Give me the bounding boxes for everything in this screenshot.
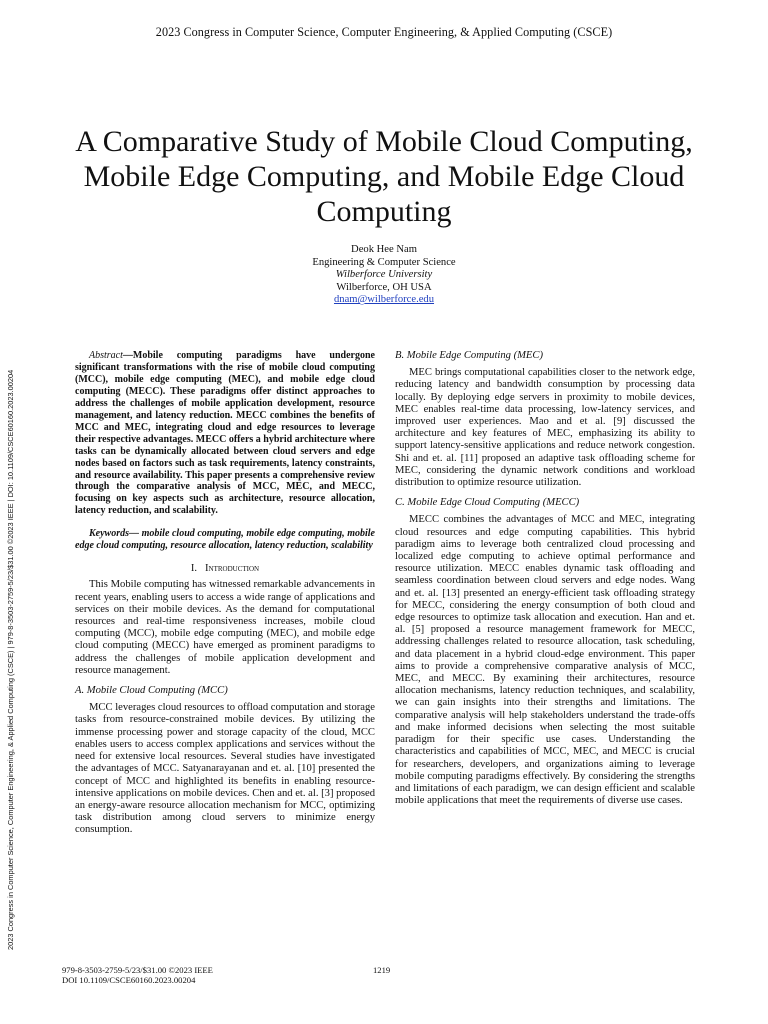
right-column [395, 350, 695, 807]
conference-header: 2023 Congress in Computer Science, Computer Engineering, & Applied Computing (CSCE) [155, 25, 613, 39]
keywords-lead: Keywords— [89, 528, 139, 540]
footer-isbn: 979-8-3503-2759-5/23/$31.00 ©2023 IEEE [62, 965, 213, 975]
left-column [75, 350, 375, 837]
subsection-heading-mcc: A. Mobile Cloud Computing (MCC) [75, 685, 228, 697]
subsection-heading-mecc: C. Mobile Edge Cloud Computing (MECC) [395, 497, 580, 509]
section-title: Introduction [205, 563, 260, 575]
keywords-text: mobile cloud computing, mobile edge computing, mobile edge cloud computing, resource allocation, latency reduction, scalability [75, 528, 375, 552]
paper-title: A Comparative Study of Mobile Cloud Computing, Mobile Edge Computing, and Mobile Edge Cloud Computing [75, 125, 693, 228]
author-email-link[interactable]: dnam@wilberforce.edu [333, 294, 435, 306]
footer-doi: DOI 10.1109/CSCE60160.2023.00204 [62, 975, 196, 985]
side-doi-strip: 2023 Congress in Computer Science, Computer Engineering, & Applied Computing (CSCE) | 979-8-3503-2759-5/23/$31.00 ©2023 IEEE | DOI: 10.1109/CSCE60160.2023.00204 [6, 369, 15, 950]
author-name: Deok Hee Nam [351, 244, 417, 255]
page-number: 1219 [373, 965, 391, 975]
author-university: Wilberforce University [335, 269, 433, 281]
author-department: Engineering & Computer Science [312, 256, 456, 268]
introduction-paragraph: This Mobile computing has witnessed remarkable advancements in recent years, enabling users to access a wide range of applications and services on their mobile devices. As the demand for computational resources and real-time responsiveness increases, mobile cloud computing (MCC), mobile edge computing (MEC), and mobile edge cloud computing (MECC) have emerged as prominent paradigms to address the challenges of mobile application development and resource management. [75, 579, 375, 676]
mec-paragraph: MEC brings computational capabilities closer to the network edge, reducing latency and bandwidth consumption by processing data locally. By deploying edge servers in proximity to mobile devices, MEC enables real-time data processing, low-latency services, and improved user experiences. Mao and et al. [9] discussed the architecture and key features of MEC, emphasizing its ability to support latency-sensitive applications and reduce network congestion. Shi and et. al. [11] proposed an adaptive task offloading scheme for MEC, considering the dynamic network conditions and workload distribution to optimize resource utilization. [395, 367, 695, 489]
abstract-dash: — [122, 350, 133, 361]
mcc-paragraph: MCC leverages cloud resources to offload computation and storage tasks from resource-constrained mobile devices. By utilizing the immense processing power and storage capacity of the cloud, MCC enables users to access complex applications and services without the need for extensive local resources. Several studies have investigated the advantages of MCC. Satyanarayanan and et. al. [10] presented the concept of MCC and highlighted its benefits in enabling resource-intensive applications on mobile devices. Chen and et. al. [3] proposed an energy-aware resource allocation mechanism for MCC, optimizing task distribution among cloud servers to minimize energy consumption. [75, 702, 375, 836]
section-number: I. [190, 563, 198, 575]
section-heading-introduction [75, 563, 375, 575]
abstract [75, 350, 375, 517]
mecc-paragraph: MECC combines the advantages of MCC and MEC, integrating cloud resources and edge computing capabilities. This hybrid paradigm aims to leverage both centralized cloud processing and localized edge computing to achieve optimal performance and resource utilization. MECC enables dynamic task offloading and seamless coordination between cloud servers and edge nodes. Wang and et. al. [13] presented an energy-efficient task offloading strategy for MECC, considering the energy consumption of both cloud and edge resources to optimize task allocation and execution. Han and et. al. [5] proposed a resource management framework for MECC, addressing challenges related to resource allocation, task scheduling, and data placement in a hybrid cloud-edge environment. This paper aims to provide a comprehensive comparative analysis of MCC, MEC, and MECC. By examining their architectures, resource allocation mechanisms, latency reduction techniques, and scalability, we can gain insights into their strengths and limitations. The comparative analysis will help stakeholders understand the trade-offs and make informed decisions when selecting the most suitable paradigm for their specific use cases. Understanding the characteristics and capabilities of MCC, MEC, and MECC is crucial for researchers, developers, and organizations aiming to leverage mobile computing paradigms effectively. By considering the strengths and limitations of each paradigm, we can design efficient and scalable mobile applications that meet the requirements of diverse use cases. [395, 514, 695, 807]
keywords [75, 528, 375, 552]
author-block [184, 244, 584, 307]
abstract-lead: Abstract [89, 350, 123, 361]
subsection-heading-mec: B. Mobile Edge Computing (MEC) [395, 350, 543, 361]
author-location: Wilberforce, OH USA [336, 281, 432, 293]
footer-copyright [62, 965, 213, 985]
abstract-text: Mobile computing paradigms have undergone significant transformations with the rise of mobile cloud computing (MCC), mobile edge computing (MEC), and mobile edge cloud computing (MECC). These paradigms offer distinct approaches to address the challenges of mobile application development, resource management, and latency reduction. MECC combines the benefits of MCC and MEC, integrating cloud and edge resources to leverage their respective advantages. MECC offers a hybrid architecture where tasks can be dynamically allocated between cloud servers and edge nodes based on factors such as task requirements, latency constraints, and resource availability. This paper presents a comprehensive review through the comparative analysis of MCC, MEC, and MECC, focusing on key aspects such as architecture, resource allocation, latency reduction, and scalability. [75, 350, 375, 517]
